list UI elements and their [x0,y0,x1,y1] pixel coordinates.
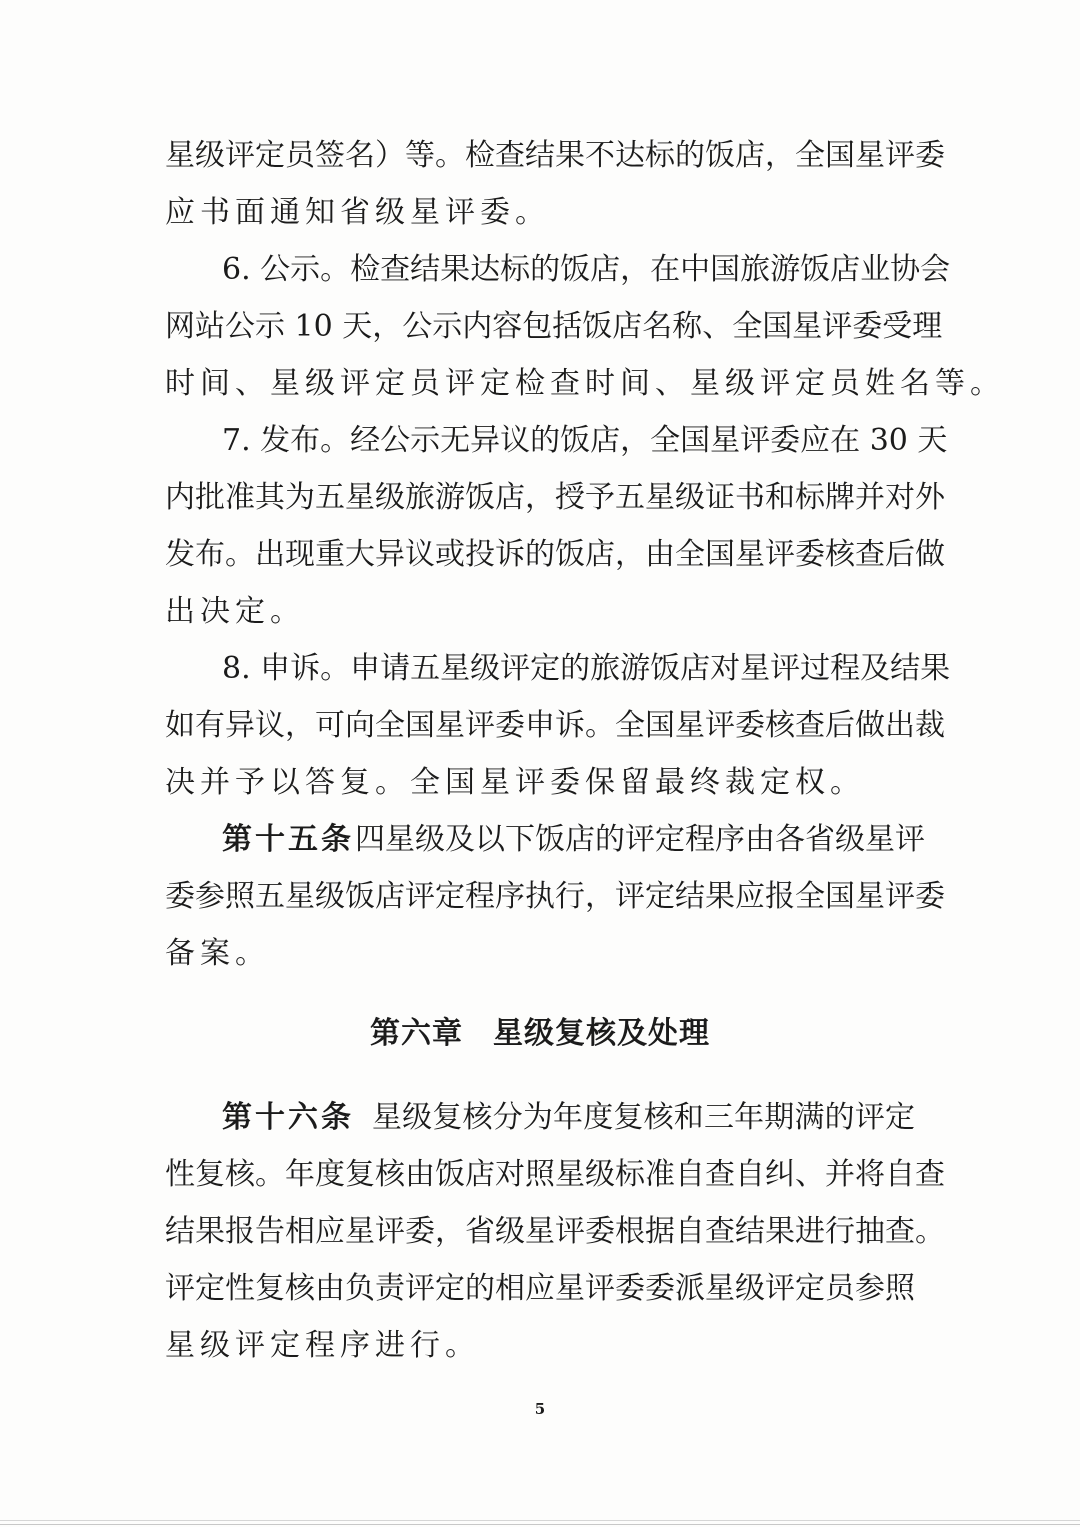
article-15-label: 第十五条 [222,822,354,857]
text-line: 发布。出现重大异议或投诉的饭店，由全国星评委核查后做 [165,537,945,572]
text-line: 结果报告相应星评委，省级星评委根据自查结果进行抽查。 [165,1214,945,1249]
chapter-heading [0,1009,1080,1059]
text-line: 应书面通知省级星评委。 [165,195,550,230]
scan-edge-divider [0,1524,1080,1525]
text-line: 网站公示 10 天，公示内容包括饭店名称、全国星评委受理 [165,309,943,344]
text-line: 如有异议，可向全国星评委申诉。全国星评委核查后做出裁 [165,708,945,743]
text-line: 星级复核分为年度复核和三年期满的评定 [372,1100,915,1135]
article-16-label: 第十六条 [222,1100,354,1135]
text-line: 内批准其为五星级旅游饭店，授予五星级证书和标牌并对外 [165,480,945,515]
text-line: 备案。 [165,936,270,971]
page-number: 5 [534,1400,546,1418]
text-line: 性复核。年度复核由饭店对照星级标准自查自纠、并将自查 [165,1157,945,1192]
text-line: 星级评定程序进行。 [165,1328,480,1363]
text-line: 6. 公示。检查结果达标的饭店，在中国旅游饭店业协会 [222,252,951,287]
text-line: 星级评定员签名）等。检查结果不达标的饭店，全国星评委 [165,138,945,173]
text-line: 时间、星级评定员评定检查时间、星级评定员姓名等。 [165,366,1005,401]
chapter-number: 第六章 [370,1016,463,1051]
text-line: 四星级及以下饭店的评定程序由各省级星评 [355,822,925,857]
text-line: 评定性复核由负责评定的相应星评委委派星级评定员参照 [165,1271,915,1306]
scan-edge-divider [0,1520,1080,1521]
text-line: 决并予以答复。全国星评委保留最终裁定权。 [165,765,865,800]
text-line: 出决定。 [165,594,305,629]
text-line: 7. 发布。经公示无异议的饭店，全国星评委应在 30 天 [222,423,948,458]
chapter-title: 星级复核及处理 [493,1016,710,1051]
text-line: 8. 申诉。申请五星级评定的旅游饭店对星评过程及结果 [222,651,951,686]
text-line: 委参照五星级饭店评定程序执行，评定结果应报全国星评委 [165,879,945,914]
